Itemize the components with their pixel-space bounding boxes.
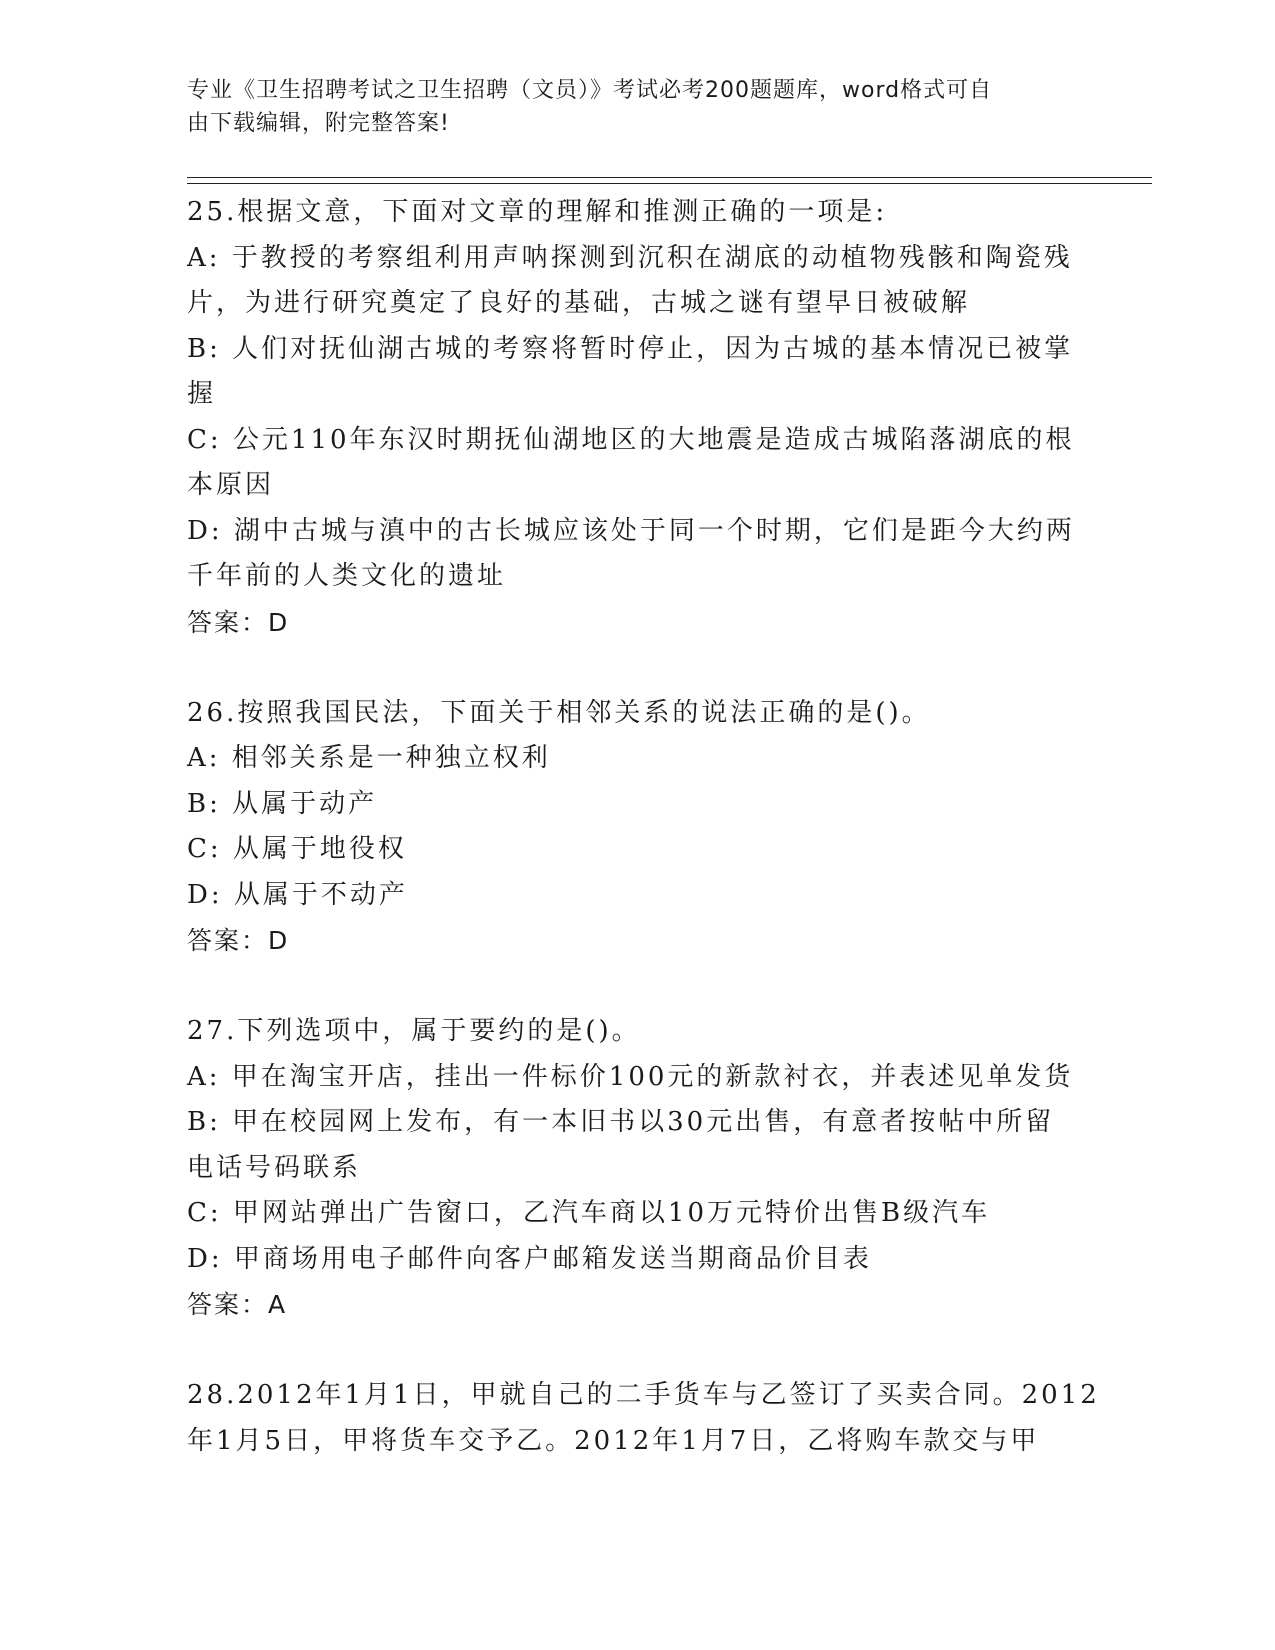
answer-label: 答案：A xyxy=(187,1290,288,1319)
question-27 xyxy=(187,1009,1087,1328)
question-list xyxy=(187,190,1100,1464)
option-d: D: 从属于不动产 xyxy=(187,879,408,910)
question-26 xyxy=(187,691,1087,964)
option-a-continued: 片，为进行研究奠定了良好的基础，古城之谜有望早日被破解 xyxy=(187,288,971,318)
question-stem-continued: 年1月5日，甲将货车交予乙。2012年1月7日，乙将购车款交与甲 xyxy=(187,1425,1040,1456)
document-header xyxy=(187,74,1067,140)
option-d-continued: 千年前的人类文化的遗址 xyxy=(187,561,507,591)
option-b: B: 甲在校园网上发布，有一本旧书以30元出售，有意者按帖中所留 xyxy=(187,1107,1055,1137)
option-c: C: 公元110年东汉时期抚仙湖地区的大地震是造成古城陷落湖底的根 xyxy=(187,424,1075,455)
answer-label: 答案：D xyxy=(187,607,290,637)
question-spacer xyxy=(187,964,1087,1010)
header-divider-bottom xyxy=(187,183,1152,184)
question-25 xyxy=(187,190,1087,645)
option-b-continued: 握 xyxy=(187,379,217,409)
option-b: B: 人们对抚仙湖古城的考察将暂时停止，因为古城的基本情况已被掌 xyxy=(187,333,1074,364)
question-stem: 25.根据文意，下面对文章的理解和推测正确的一项是: xyxy=(187,197,888,227)
option-b: B: 从属于动产 xyxy=(187,788,378,819)
question-stem: 28.2012年1月1日，甲就自己的二手货车与乙签订了买卖合同。2012 xyxy=(187,1380,1100,1410)
header-title-line-1: 专业《卫生招聘考试之卫生招聘（文员）》考试必考200题题库，word格式可自 xyxy=(187,78,993,103)
option-d: D: 甲商场用电子邮件向客户邮箱发送当期商品价目表 xyxy=(187,1243,872,1274)
question-stem: 27.下列选项中，属于要约的是()。 xyxy=(187,1016,641,1046)
question-28 xyxy=(187,1373,1100,1464)
option-a: A: 于教授的考察组利用声呐探测到沉积在湖底的动植物残骸和陶瓷残 xyxy=(187,242,1073,273)
question-stem: 26.按照我国民法，下面关于相邻关系的说法正确的是()。 xyxy=(187,697,931,728)
option-c: C: 从属于地役权 xyxy=(187,834,407,864)
header-divider-top xyxy=(187,177,1152,178)
option-c-continued: 本原因 xyxy=(187,470,275,500)
option-b-continued: 电话号码联系 xyxy=(187,1152,362,1183)
option-a: A: 甲在淘宝开店，挂出一件标价100元的新款衬衣，并表述见单发货 xyxy=(187,1061,1074,1092)
header-title-line-2: 由下载编辑，附完整答案! xyxy=(187,111,450,136)
answer-label: 答案：D xyxy=(187,926,290,955)
question-spacer xyxy=(187,1328,1087,1374)
option-a: A: 相邻关系是一种独立权利 xyxy=(187,743,551,773)
option-c: C: 甲网站弹出广告窗口，乙汽车商以10万元特价出售B级汽车 xyxy=(187,1198,991,1228)
option-d: D: 湖中古城与滇中的古长城应该处于同一个时期，它们是距今大约两 xyxy=(187,515,1075,546)
question-spacer xyxy=(187,645,1087,691)
